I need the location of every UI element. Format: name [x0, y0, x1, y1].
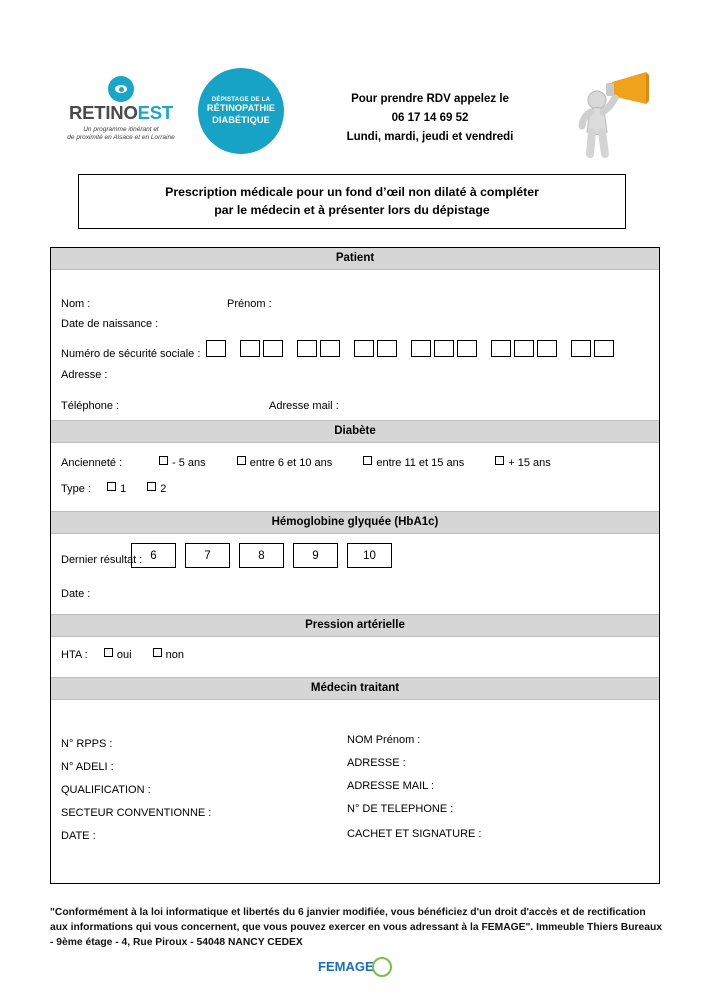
checkbox-icon[interactable]	[104, 648, 113, 657]
secu-box[interactable]	[434, 340, 454, 357]
retinoest-logo	[56, 76, 186, 143]
label-adresse: Adresse :	[61, 369, 108, 381]
secu-box[interactable]	[594, 340, 614, 357]
medecin-left-fields	[61, 733, 211, 825]
checkbox-icon[interactable]	[147, 482, 156, 491]
label-telephone-medecin: N° DE TELEPHONE :	[347, 803, 454, 816]
section-diabete-body	[51, 443, 659, 511]
label-numero-securite-sociale: Numéro de sécurité sociale :	[61, 348, 201, 360]
secu-box[interactable]	[514, 340, 534, 357]
checkbox-icon[interactable]	[153, 648, 162, 657]
section-header-pression: Pression artérielle	[51, 614, 659, 637]
option-anciennete-6-10ans[interactable]	[237, 457, 333, 469]
label-adresse-mail: Adresse mail :	[269, 400, 339, 412]
label-prenom: Prénom :	[227, 298, 272, 310]
label-type: Type :	[61, 483, 91, 495]
checkbox-icon[interactable]	[237, 456, 246, 465]
hba1c-box-7[interactable]: 7	[185, 543, 230, 568]
legal-footer: "Conformément à la loi informatique et libertés du 6 janvier modifiée, vous bénéficiez d'un droit d'accès et de rectification aux informations qui vous concernent, que vous pouvez exercer en vous adressant à la FEMAGE". Immeuble Thiers Bureaux - 9ème étage - 4, Rue Piroux - 54048 NANCY CEDEX	[50, 907, 662, 948]
secu-box[interactable]	[571, 340, 591, 357]
secu-box[interactable]	[206, 340, 226, 357]
label-rpps: N° RPPS :	[61, 738, 113, 750]
hba1c-box-8[interactable]: 8	[239, 543, 284, 568]
badge-line1: DÉPISTAGE DE LA	[211, 95, 271, 103]
section-patient-body	[51, 270, 659, 420]
page-title	[78, 174, 626, 229]
type-diabete-row	[61, 483, 194, 495]
option-hta-oui[interactable]	[104, 649, 132, 661]
option-label: entre 11 et 15 ans	[376, 457, 465, 469]
option-label: entre 6 et 10 ans	[249, 457, 333, 469]
logo-tagline	[56, 126, 186, 144]
label-adresse-mail-medecin: ADRESSE MAIL :	[347, 780, 435, 793]
document-header	[50, 68, 660, 158]
hba1c-value-boxes	[131, 543, 401, 568]
label-anciennete: Ancienneté :	[61, 457, 123, 469]
option-anciennete-plus-15ans[interactable]	[495, 457, 551, 469]
secu-box[interactable]	[297, 340, 317, 357]
option-hta-non[interactable]	[153, 649, 184, 661]
option-anciennete-11-15ans[interactable]	[363, 457, 464, 469]
hta-row	[61, 649, 212, 661]
megaphone-icon	[550, 70, 655, 160]
hba1c-box-9[interactable]: 9	[293, 543, 338, 568]
secu-box[interactable]	[320, 340, 340, 357]
label-adeli: N° ADELI :	[61, 761, 114, 774]
eye-icon	[108, 76, 134, 102]
anciennete-options	[159, 457, 579, 469]
svg-text:FEMAGE: FEMAGE	[318, 959, 374, 974]
label-telephone: Téléphone :	[61, 400, 120, 412]
label-date-medecin: DATE :	[61, 830, 96, 842]
rdv-line1: Pour prendre RDV appelez le	[351, 93, 509, 105]
badge-line3: DIABÉTIQUE	[212, 114, 270, 125]
label-hba1c-date: Date :	[61, 588, 91, 600]
label-qualification: QUALIFICATION :	[61, 784, 151, 797]
secu-box[interactable]	[263, 340, 283, 357]
section-hba1c-body	[51, 534, 659, 614]
logo-tagline-line1: Un programme itinérant et	[83, 125, 159, 133]
section-pression-body	[51, 637, 659, 677]
section-header-hba1c: Hémoglobine glyquée (HbA1c)	[51, 511, 659, 534]
logo-word-retino: RETINO	[68, 102, 138, 123]
section-header-diabete: Diabète	[51, 420, 659, 443]
label-secteur-conventionne: SECTEUR CONVENTIONNE :	[61, 807, 212, 820]
secu-box[interactable]	[537, 340, 557, 357]
depistage-badge	[198, 68, 284, 154]
section-header-patient: Patient	[51, 248, 659, 270]
option-label: - 5 ans	[172, 457, 206, 469]
prescription-form	[50, 247, 660, 884]
logo-tagline-line2: de proximité en Alsace et en Lorraine	[67, 134, 175, 142]
option-type-1[interactable]	[107, 483, 126, 495]
femage-logo-mark	[306, 956, 406, 982]
logo-word-est: EST	[137, 102, 174, 123]
section-header-medecin: Médecin traitant	[51, 677, 659, 700]
label-adresse-medecin: ADRESSE :	[347, 757, 406, 770]
secu-box[interactable]	[457, 340, 477, 357]
hba1c-box-10[interactable]: 10	[347, 543, 392, 568]
medecin-right-fields	[347, 729, 453, 821]
checkbox-icon[interactable]	[159, 456, 168, 465]
option-label: oui	[116, 649, 132, 661]
securite-sociale-boxes[interactable]	[206, 340, 617, 357]
label-dernier-resultat: Dernier résultat :	[61, 554, 143, 566]
label-date-naissance: Date de naissance :	[61, 318, 159, 330]
page-title-line2: par le médecin et à présenter lors du dépistage	[214, 203, 490, 218]
option-label: non	[165, 649, 184, 661]
secu-box[interactable]	[491, 340, 511, 357]
label-cachet-signature: CACHET ET SIGNATURE :	[347, 828, 482, 840]
rdv-info	[300, 90, 560, 147]
secu-box[interactable]	[354, 340, 374, 357]
rdv-days: Lundi, mardi, jeudi et vendredi	[346, 130, 514, 143]
page-title-line1: Prescription médicale pour un fond d’œil non dilaté à compléter	[165, 185, 539, 199]
rdv-phone: 06 17 14 69 52	[391, 111, 469, 124]
checkbox-icon[interactable]	[363, 456, 372, 465]
femage-logo	[306, 956, 406, 987]
secu-box[interactable]	[240, 340, 260, 357]
hba1c-box-6[interactable]: 6	[131, 543, 176, 568]
label-nom: Nom :	[61, 298, 91, 310]
option-anciennete-moins-5ans[interactable]	[159, 457, 206, 469]
checkbox-icon[interactable]	[495, 456, 504, 465]
badge-line2: RÉTINOPATHIE	[206, 103, 276, 114]
option-label: 2	[160, 483, 167, 495]
checkbox-icon[interactable]	[107, 482, 116, 491]
secu-box[interactable]	[411, 340, 431, 357]
label-nom-prenom-medecin: NOM Prénom :	[347, 734, 421, 746]
option-label: 1	[120, 483, 127, 495]
option-type-2[interactable]	[147, 483, 166, 495]
option-label: + 15 ans	[508, 457, 551, 469]
section-medecin-body	[51, 700, 659, 930]
secu-box[interactable]	[377, 340, 397, 357]
label-hta: HTA :	[61, 649, 88, 661]
logo-wordmark	[56, 104, 186, 123]
